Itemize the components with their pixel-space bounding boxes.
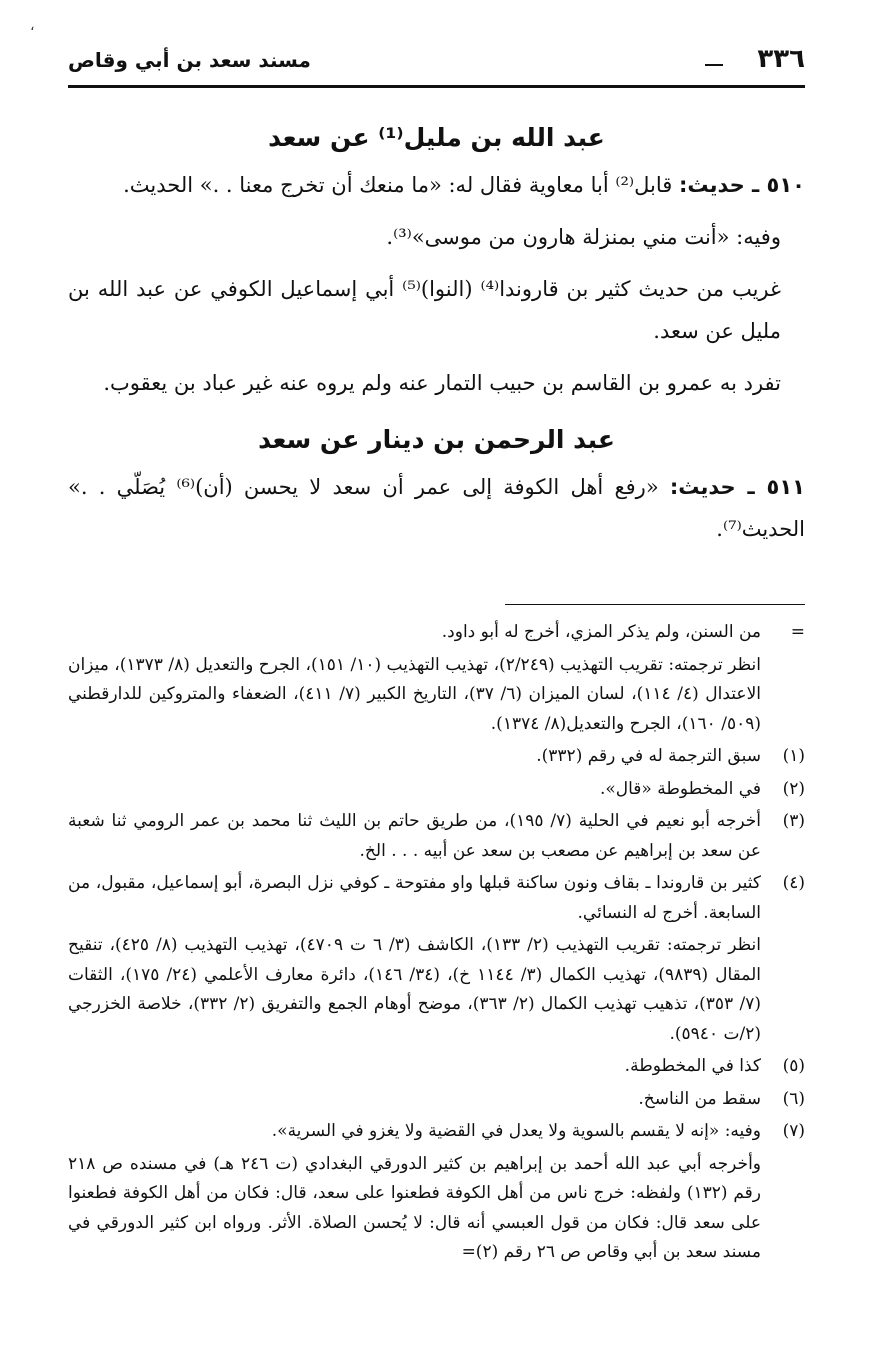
running-title: مسند سعد بن أبي وقاص: [68, 48, 311, 72]
footnote-1: [68, 742, 805, 772]
tafarrud-paragraph: تفرد به عمرو بن القاسم بن حبيب التمار عنه ولم يروه عنه غير عباد بن يعقوب.: [103, 371, 781, 395]
footnote-carryover: [68, 618, 805, 648]
footnote-separator: [505, 604, 805, 605]
wafih-paragraph: وفيه: «أنت مني بمنزلة هارون من موسى»⁽³⁾.: [386, 225, 781, 249]
hadith-text: «رفع أهل الكوفة إلى عمر أن سعد لا يحسن (أن)⁽⁶⁾ يُصَلّي . .» الحديث⁽⁷⁾.: [68, 475, 805, 541]
footnote-text: سقط من الناسخ.: [638, 1088, 761, 1109]
footnote-6: [68, 1085, 805, 1115]
header-dash: [705, 64, 723, 66]
footnote-7-continuation: وأخرجه أبي عبد الله أحمد بن إبراهيم بن كثير الدورقي البغدادي (ت ٢٤٦ هـ) في مسنده ص ٢١٨ رقم (١٣٢) ولفظه: خرج ناس من أهل الكوفة فطعنوا على سعد، قال: فكان من أهل الكوفة فطعنوا على سعد قال: فكان من قول العبسي أنه قال: لا يُحسن الصلاة. الأثر. ورواه ابن كثير الدورقي في مسند سعد بن أبي وقاص ص ٢٦ رقم (٢)=: [68, 1153, 762, 1262]
footnote-7: [68, 1117, 805, 1147]
footnote-mark: =: [790, 622, 805, 642]
footnote-mark: (٧): [782, 1121, 805, 1141]
footnote-text: سبق الترجمة له في رقم (٣٣٢).: [536, 746, 761, 766]
hadith-511: [68, 466, 805, 550]
section-heading-1: عبد الله بن مليل⁽¹⁾ عن سعد: [268, 123, 605, 152]
footnote-mark: (٦): [782, 1088, 805, 1109]
hadith-number: ٥١١ ـ حديث:: [669, 475, 805, 499]
footnote-text: أخرجه أبو نعيم في الحلية (٧/ ١٩٥)، من طريق حاتم بن الليث ثنا محمد بن عمر الرومي ثنا شعبة عن سعد بن إبراهيم عن مصعب بن سعد عن أبيه . . . الخ.: [68, 811, 761, 861]
page-number: ٣٣٦: [757, 44, 805, 74]
main-text: [68, 112, 805, 560]
footnote-text: وفيه: «إنه لا يقسم بالسوية ولا يعدل في القضية ولا يغزو في السرية».: [271, 1121, 761, 1141]
footnote-mark: (٤): [782, 873, 805, 893]
footnote-2: [68, 775, 805, 805]
footnote-3: [68, 807, 805, 866]
footnote-text: كذا في المخطوطة.: [624, 1056, 761, 1076]
running-header: [68, 44, 805, 82]
hadith-text: قابل⁽²⁾ أبا معاوية فقال له: «ما منعك أن تخرج معنا . .» الحديث.: [123, 173, 673, 197]
hadith-number: ٥١٠ ـ حديث:: [678, 173, 805, 197]
footnotes: [68, 618, 805, 1271]
hadith-510: [68, 164, 805, 206]
footnote-continuation: انظر ترجمته: تقريب التهذيب (٢/٢٤٩)، تهذيب التهذيب (١٠/ ١٥١)، الجرح والتعديل (٨/ ١٣٧٣)، ميزان الاعتدال (٤/ ١١٤)، لسان الميزان (٦/ ٣٧)، التاريخ الكبير (٧/ ٤١١)، الضعفاء والمتروكين للدارقطني (٥٠٩/ ١٦٠)، الجرح والتعديل(٨/ ١٣٧٤).: [68, 654, 761, 734]
footnote-4-continuation: انظر ترجمته: تقريب التهذيب (٢/ ١٣٣)، الكاشف (٣/ ٦ ت ٤٧٠٩)، تهذيب التهذيب (٨/ ٤٢٥)، تنقيح المقال (٩٨٣٩)، تهذيب الكمال (٣/ ١١٤٤ خ)، (٣٤/ ١٤٦)، دائرة معارف الأعلمي (٢٤/ ١٧٥)، الثقات (٧/ ٣٥٣)، تذهيب تهذيب الكمال (٢/ ٣٦٣)، موضح أوهام الجمع والتفريق (٢/ ٣٣٢)، خلاصة الخزرجي (٢/ت ٥٩٤٠).: [68, 935, 761, 1044]
footnote-text: كثير بن قاروندا ـ بقاف ونون ساكنة قبلها واو مفتوحة ـ كوفي نزل البصرة، أبو إسماعيل، مقبول، من السابعة. أخرج له النسائي.: [68, 873, 761, 923]
footnote-4: [68, 869, 805, 928]
footnote-mark: (٣): [782, 811, 805, 831]
footnote-mark: (٢): [782, 778, 805, 799]
footnote-text: من السنن، ولم يذكر المزي، أخرج له أبو داود.: [441, 622, 761, 642]
footnote-5: [68, 1052, 805, 1082]
footnote-mark: (٥): [782, 1056, 805, 1076]
gharib-paragraph: غريب من حديث كثير بن قاروندا⁽⁴⁾ (النوا)⁽⁵⁾ أبي إسماعيل الكوفي عن عبد الله بن مليل عن سعد.: [68, 277, 781, 343]
corner-mark: ،: [30, 18, 35, 34]
footnote-mark: (١): [782, 746, 805, 766]
header-rule: [68, 85, 805, 88]
section-heading-2: عبد الرحمن بن دينار عن سعد: [258, 425, 615, 454]
footnote-text: في المخطوطة «قال».: [599, 778, 761, 799]
